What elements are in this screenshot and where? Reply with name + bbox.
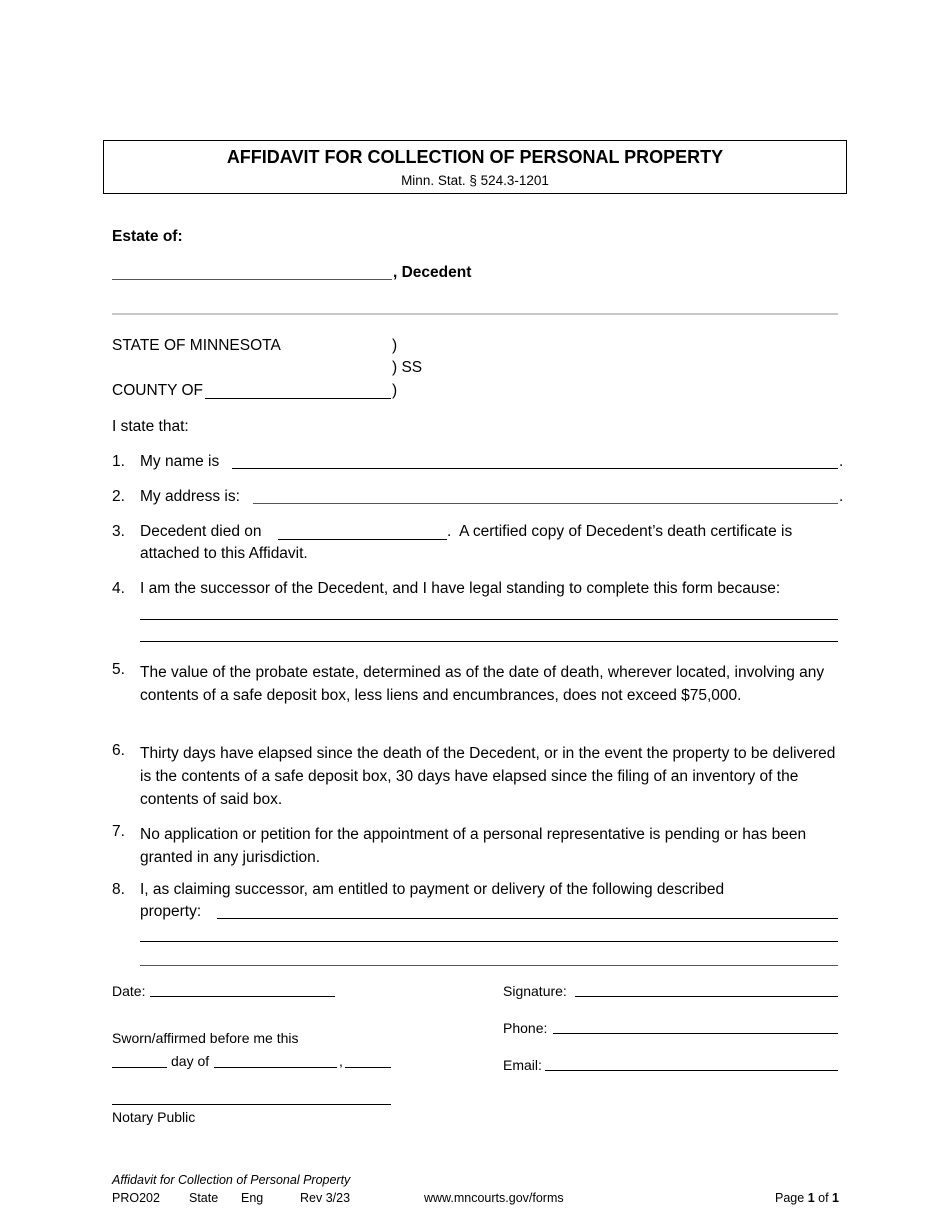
address-field[interactable] [253,503,838,504]
sworn-year-field[interactable] [345,1067,391,1068]
estate-of-label: Estate of: [112,228,183,245]
item-3-text: . A certified copy of Decedent’s death certificate is [447,523,793,540]
footer-language: Eng [241,1191,264,1205]
phone-label: Phone: [503,1020,548,1036]
standing-field-line-2[interactable] [140,641,838,642]
item-8-text-cont: property: [140,903,202,920]
state-label: STATE OF MINNESOTA [112,337,281,354]
page-current: 1 [807,1191,815,1205]
sworn-label: Sworn/affirmed before me this [112,1030,299,1046]
page-of: of [818,1191,829,1205]
item-2-label: My address is: [140,488,240,505]
decedent-name-field[interactable] [112,279,392,280]
item-3-text-cont: attached to this Affidavit. [140,545,308,562]
sworn-month-field[interactable] [214,1067,337,1068]
sworn-day-field[interactable] [112,1067,167,1068]
venue-paren-bottom: ) [392,382,398,399]
property-field-line-2[interactable] [140,941,838,942]
signature-field[interactable] [575,996,838,997]
phone-field[interactable] [553,1033,838,1034]
item-1-end: . [839,453,844,470]
sworn-comma: , [339,1053,343,1069]
page-total: 1 [832,1191,839,1205]
item-number: 3. [112,523,125,540]
county-field[interactable] [205,398,391,399]
venue-paren-top: ) [392,337,398,354]
date-label: Date: [112,983,146,999]
footer-page-number [775,1191,839,1205]
form-title: AFFIDAVIT FOR COLLECTION OF PERSONAL PROPERTY [226,147,724,167]
signature-label: Signature: [503,983,567,999]
email-field[interactable] [545,1070,838,1071]
footer-revision: Rev 3/23 [300,1191,351,1205]
item-7-text: No application or petition for the appointment of a personal representative is pending or has been granted in any jurisdiction. [140,826,807,866]
item-4-text: I am the successor of the Decedent, and I have legal standing to complete this form because: [140,580,781,597]
county-label: COUNTY OF [112,382,203,399]
item-number: 1. [112,453,125,470]
name-field[interactable] [232,468,838,469]
email-label: Email: [503,1057,542,1073]
item-number: 7. [112,823,125,840]
date-field[interactable] [150,996,335,997]
item-8-text: I, as claiming successor, am entitled to payment or delivery of the following described [140,881,725,898]
item-number: 8. [112,881,125,898]
item-number: 2. [112,488,125,505]
property-field-line-1[interactable] [217,918,838,919]
footer-jurisdiction: State [189,1191,219,1205]
decedent-suffix: , Decedent [393,264,472,281]
item-2-end: . [839,488,844,505]
item-3-label: Decedent died on [140,523,262,540]
item-number: 5. [112,661,125,678]
footer-website: www.mncourts.gov/forms [424,1191,564,1205]
date-of-death-field[interactable] [278,539,447,540]
item-5-text: The value of the probate estate, determined as of the date of death, wherever located, involving any contents of a safe deposit box, less liens and encumbrances, does not exceed $75,000. [140,664,825,704]
footer-form-title: Affidavit for Collection of Personal Property [112,1173,351,1187]
notary-signature-field[interactable] [112,1104,391,1105]
footer-form-code: PRO202 [112,1191,160,1205]
property-field-line-3[interactable] [140,965,838,966]
item-number: 4. [112,580,125,597]
page-prefix: Page [775,1191,805,1205]
item-1-label: My name is [140,453,220,470]
standing-field-line-1[interactable] [140,619,838,620]
statute-reference: Minn. Stat. § 524.3-1201 [401,173,549,188]
item-6-text: Thirty days have elapsed since the death of the Decedent, or in the event the property to be delivered is the contents of a safe deposit box, 30 days have elapsed since the filing of an inventory of the contents of said box. [140,745,836,808]
notary-public-label: Notary Public [112,1109,196,1125]
item-number: 6. [112,742,125,759]
venue-ss: ) SS [392,359,423,376]
intro-text: I state that: [112,418,189,435]
form-title-box [103,140,847,194]
section-divider [112,313,838,315]
day-of-label: day of [171,1053,210,1069]
